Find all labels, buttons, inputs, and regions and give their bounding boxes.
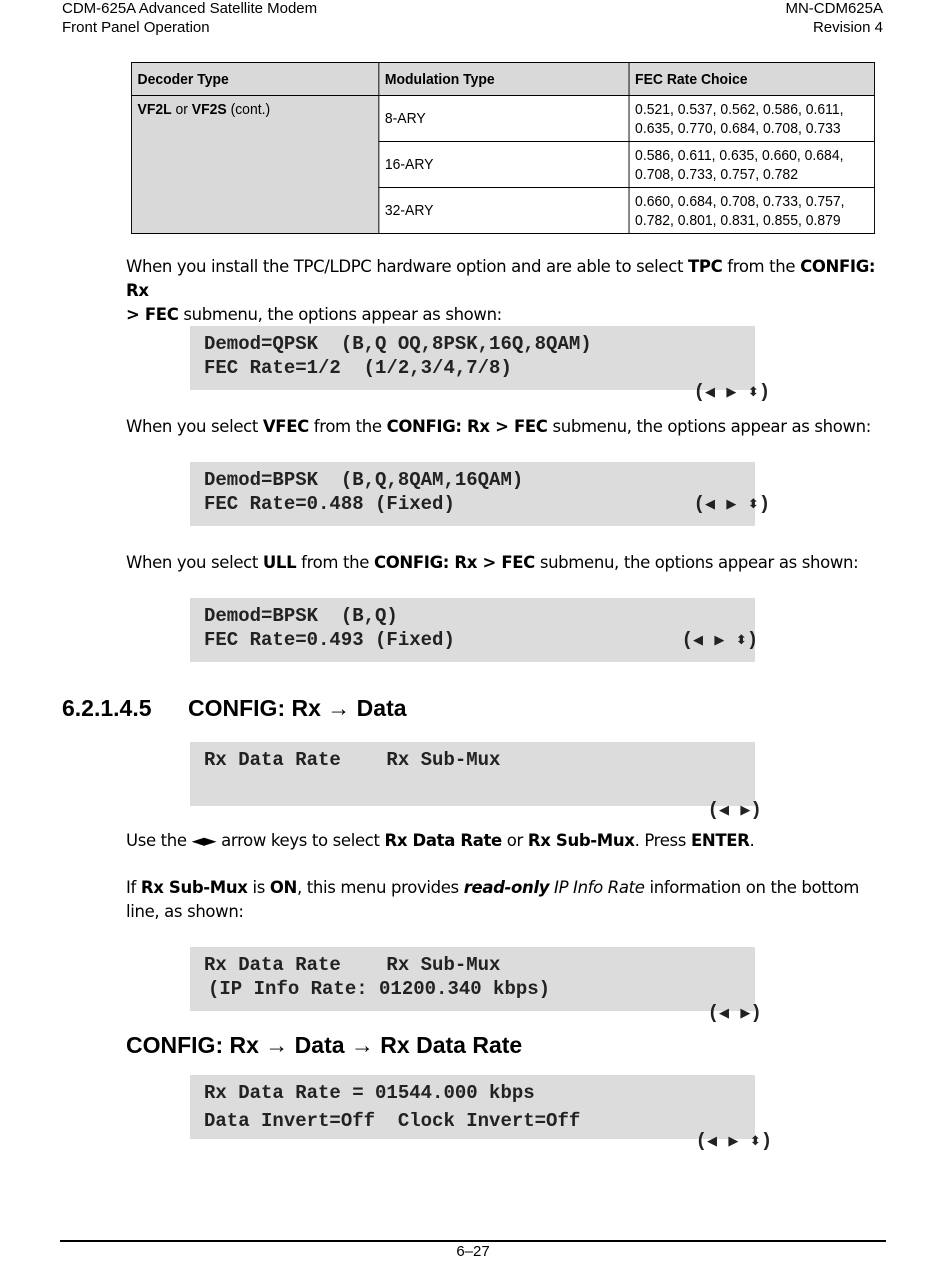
nav-indicator: (◀ ▶ ⬍) xyxy=(693,381,771,403)
up-down-arrow-icon: ⬍ xyxy=(749,1134,761,1149)
modulation-cell: 8-ARY xyxy=(379,96,629,142)
column-header: FEC Rate Choice xyxy=(629,63,875,96)
footer-rule xyxy=(60,1240,886,1242)
running-header-left xyxy=(62,0,317,37)
paragraph-sub-mux: If Rx Sub-Mux is ON, this menu provides read-only IP Info Rate information on the bottom line, as shown: xyxy=(126,878,860,921)
left-arrow-icon: ◀ xyxy=(707,1134,718,1149)
decoder-type-cell: VF2L or VF2S (cont.) xyxy=(131,96,378,234)
paragraph-arrow-keys: Use the ◄► arrow keys to select Rx Data Rate or Rx Sub-Mux. Press ENTER. xyxy=(126,831,755,850)
paragraph-vfec: When you select VFEC from the CONFIG: Rx > FEC submenu, the options appear as shown: xyxy=(126,417,871,436)
modulation-cell: 32-ARY xyxy=(379,188,629,234)
fec-rates-cell: 0.660, 0.684, 0.708, 0.733, 0.757, 0.782, 0.801, 0.831, 0.855, 0.879 xyxy=(629,188,875,234)
section-number: 6.2.1.4.5 xyxy=(62,695,152,721)
lcd-line-2: FEC Rate=0.493 (Fixed) xyxy=(204,629,455,651)
lcd-line-1: Demod=BPSK (B,Q) xyxy=(204,605,398,627)
lcd-line-1: Demod=BPSK (B,Q,8QAM,16QAM) xyxy=(204,469,524,491)
right-arrow-icon: ▶ xyxy=(728,1134,739,1149)
left-arrow-icon: ◀ xyxy=(719,1006,730,1021)
right-arrow-icon: ▶ xyxy=(740,803,751,818)
nav-indicator: (◀ ▶ ⬍) xyxy=(693,493,771,515)
chapter-title: Front Panel Operation xyxy=(62,19,210,36)
table-row xyxy=(131,96,874,142)
running-header-right xyxy=(785,0,883,37)
lcd-display-vfec xyxy=(190,462,771,526)
lcd-line-2: Data Invert=Off Clock Invert=Off xyxy=(204,1110,581,1132)
paragraph-tpc: When you install the TPC/LDPC hardware option and are able to select TPC from the CONFIG: Rx > FEC submenu, the options appear as shown: xyxy=(126,257,876,324)
lcd-line-2: FEC Rate=0.488 (Fixed) xyxy=(204,493,455,515)
lcd-line-1: Rx Data Rate Rx Sub-Mux xyxy=(204,749,501,771)
lcd-line-2: FEC Rate=1/2 (1/2,3/4,7/8) xyxy=(204,357,512,379)
nav-indicator: (◀ ▶ ⬍) xyxy=(681,629,759,651)
manual-number: MN-CDM625A xyxy=(785,0,883,17)
paragraph-ull: When you select ULL from the CONFIG: Rx > FEC submenu, the options appear as shown: xyxy=(126,553,859,572)
subsection-title: CONFIG: Rx → Data → Rx Data Rate xyxy=(126,1032,523,1058)
table-header-row xyxy=(131,63,874,96)
right-arrow-icon: ▶ xyxy=(726,497,737,512)
nav-indicator: (◀ ▶) xyxy=(707,799,762,821)
document-title: CDM-625A Advanced Satellite Modem xyxy=(62,0,318,17)
column-header: Modulation Type xyxy=(379,63,629,96)
column-header: Decoder Type xyxy=(131,63,378,96)
lcd-display-tpc xyxy=(190,326,771,403)
nav-indicator: (◀ ▶) xyxy=(707,1002,762,1024)
fec-rates-cell: 0.586, 0.611, 0.635, 0.660, 0.684, 0.708, 0.733, 0.757, 0.782 xyxy=(629,142,875,188)
up-down-arrow-icon: ⬍ xyxy=(747,385,759,400)
left-arrow-icon: ◀ xyxy=(705,385,716,400)
lcd-line-1: Rx Data Rate = 01544.000 kbps xyxy=(204,1082,535,1104)
lcd-line-2: (IP Info Rate: 01200.340 kbps) xyxy=(208,978,551,1000)
right-arrow-icon: ▶ xyxy=(714,633,725,648)
right-arrow-icon: ▶ xyxy=(726,385,737,400)
page-number: 6–27 xyxy=(456,1243,490,1260)
left-arrow-icon: ◀ xyxy=(693,633,704,648)
lcd-display-rx-data-rate xyxy=(190,1075,773,1152)
fec-rates-cell: 0.521, 0.537, 0.562, 0.586, 0.611, 0.635, 0.770, 0.684, 0.708, 0.733 xyxy=(629,96,875,142)
up-down-arrow-icon: ⬍ xyxy=(747,497,759,512)
fec-rate-table xyxy=(131,62,875,234)
revision: Revision 4 xyxy=(812,19,883,36)
section-title: CONFIG: Rx → Data xyxy=(188,695,407,721)
lcd-line-1: Rx Data Rate Rx Sub-Mux xyxy=(204,954,501,976)
modulation-cell: 16-ARY xyxy=(379,142,629,188)
right-arrow-icon: ▶ xyxy=(740,1006,751,1021)
nav-indicator: (◀ ▶ ⬍) xyxy=(695,1130,773,1152)
lcd-display-ip-info xyxy=(190,947,762,1024)
lcd-display-ull xyxy=(190,598,759,662)
lcd-display-data-menu xyxy=(190,742,762,821)
left-arrow-icon: ◀ xyxy=(719,803,730,818)
lcd-line-1: Demod=QPSK (B,Q OQ,8PSK,16Q,8QAM) xyxy=(204,333,592,355)
left-arrow-icon: ◀ xyxy=(705,497,716,512)
up-down-arrow-icon: ⬍ xyxy=(735,633,747,648)
